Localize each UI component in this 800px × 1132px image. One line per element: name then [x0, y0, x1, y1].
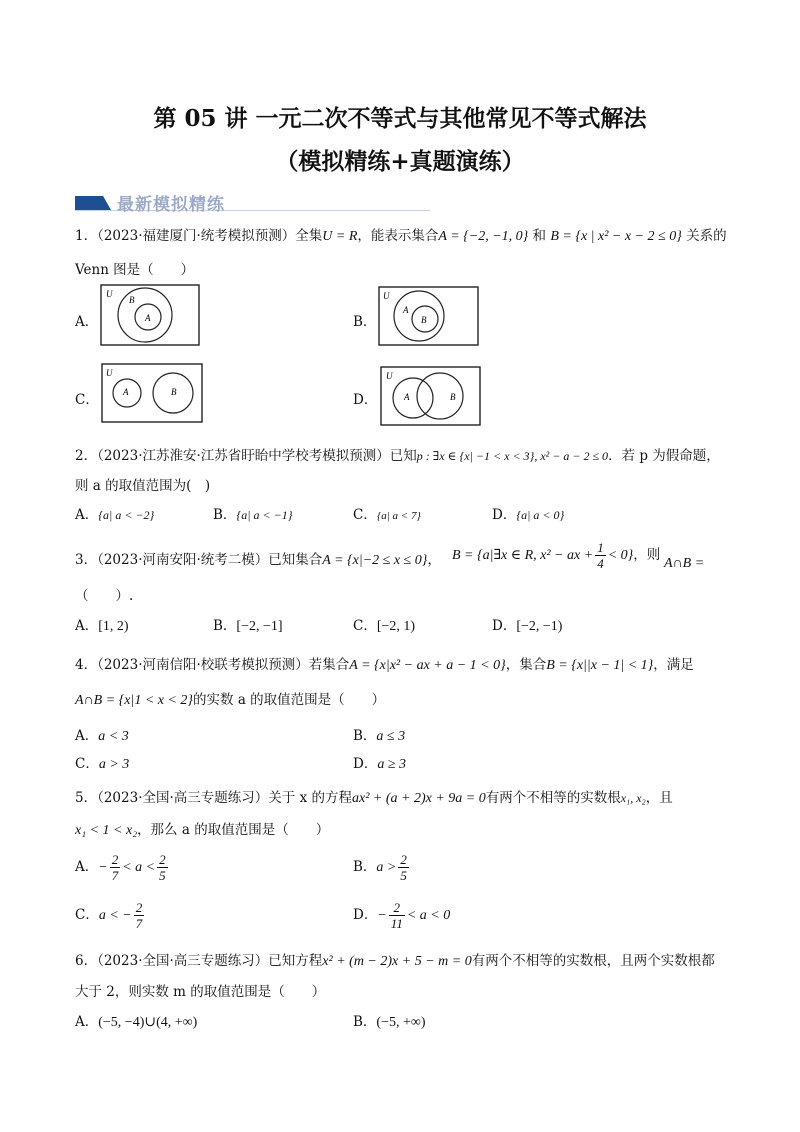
math-set-b: B = {x||x − 1| < 1}	[546, 658, 654, 673]
q4-option-d[interactable]	[353, 752, 406, 773]
fraction-denominator: 11	[390, 916, 403, 931]
fraction	[398, 852, 409, 883]
venn-diagram-option-c	[101, 363, 203, 423]
venn-label-u: U	[106, 289, 113, 299]
math-equation: ax² + (a + 2)x + 9a = 0	[351, 791, 486, 806]
question-text: ，满足	[653, 657, 694, 673]
option-value: {a| a < −1}	[236, 508, 293, 522]
math-intersection: A∩B =	[664, 556, 705, 571]
math-roots: x₁, x₂	[620, 791, 646, 805]
fraction-numerator: 2	[111, 852, 119, 867]
fraction-denominator: 4	[597, 556, 604, 571]
q2-option-b[interactable]	[213, 503, 293, 523]
venn-label-u: U	[383, 291, 390, 301]
option-letter: A．	[75, 507, 99, 523]
fraction-numerator: 2	[389, 900, 405, 916]
venn-diagram-option-a	[100, 284, 200, 346]
question-number: 1．	[75, 228, 98, 244]
question-number: 3．	[75, 552, 98, 568]
fraction	[134, 900, 145, 931]
fraction-numerator: 2	[400, 852, 407, 867]
fraction-numerator: 2	[159, 852, 166, 867]
question-text: ，则	[633, 547, 661, 563]
question-1-line-2: Venn 图是（ ）	[75, 262, 195, 278]
question-source: （2023·江苏淮安·江苏省盱眙中学校考模拟预测）已知	[97, 448, 417, 464]
venn-label-b: B	[171, 387, 177, 397]
option-middle: < a <	[122, 860, 156, 875]
question-6-line-2: 大于 2，则实数 m 的取值范围是（ ）	[75, 984, 326, 1000]
fraction	[110, 852, 121, 883]
question-3-set-b	[452, 540, 660, 571]
q3-option-c[interactable]	[353, 614, 415, 635]
question-source: （2023·河南信阳·校联考模拟预测）若集合	[97, 657, 350, 673]
option-b-label[interactable]: B．	[353, 314, 377, 330]
question-number: 4．	[75, 657, 98, 673]
page-subtitle: （模拟精练+真题演练）	[275, 148, 525, 175]
option-value: [−2, −1)	[516, 619, 563, 634]
question-number: 5．	[75, 790, 98, 806]
q2-option-d[interactable]	[492, 503, 564, 523]
question-3-ask	[664, 555, 704, 572]
option-letter: B．	[353, 1014, 377, 1030]
math-universe: U = R	[322, 229, 358, 244]
option-a-label[interactable]: A．	[75, 314, 99, 330]
q5-option-b[interactable]	[353, 852, 411, 883]
option-value: {a| a < 7}	[376, 510, 421, 522]
option-letter: B．	[353, 728, 377, 744]
question-text: 有两个不相等的实数根	[485, 790, 621, 806]
venn-label-a: A	[145, 313, 151, 323]
question-text: 有两个不相等的实数根，且两个实数根都	[471, 953, 715, 969]
q4-option-b[interactable]	[353, 724, 405, 745]
option-letter: B．	[213, 507, 237, 523]
fraction	[389, 900, 405, 931]
option-value: a < 3	[98, 729, 129, 744]
math-set-b-end: < 0}	[607, 548, 634, 563]
option-letter: C．	[75, 756, 99, 772]
option-letter: A．	[75, 728, 99, 744]
q4-option-a[interactable]	[75, 724, 129, 745]
q2-option-c[interactable]	[353, 503, 421, 523]
question-text: ，能表示集合	[357, 228, 439, 244]
question-text: ，集合	[505, 657, 547, 673]
question-source: （2023·河南安阳·统考二模）已知集合	[97, 552, 323, 568]
question-2-line-2: 则 a 的取值范围为( )	[75, 478, 211, 494]
option-letter: A．	[75, 859, 99, 875]
question-source: （2023·福建厦门·统考模拟预测）全集	[97, 228, 323, 244]
venn-diagram-option-b	[378, 286, 479, 346]
fraction-denominator: 5	[159, 868, 166, 883]
q3-option-a[interactable]	[75, 614, 129, 635]
question-text: ，那么 a 的取值范围是（ ）	[137, 822, 330, 838]
math-condition: x₁ < 1 < x₂	[75, 823, 138, 838]
math-set-a: A = {x|−2 ≤ x ≤ 0}	[322, 553, 428, 568]
option-prefix: a >	[376, 860, 397, 875]
question-3-line-1: 3．（2023·河南安阳·统考二模）已知集合A = {x|−2 ≤ x ≤ 0}，	[75, 552, 441, 568]
math-set-a: A = {x|x² − ax + a − 1 < 0}	[349, 658, 506, 673]
option-c-label[interactable]: C．	[75, 392, 99, 408]
q3-option-d[interactable]	[492, 614, 562, 635]
fraction-numerator: 1	[597, 540, 604, 555]
option-letter: B．	[213, 618, 237, 634]
option-letter: A．	[75, 1014, 99, 1030]
fraction	[157, 852, 168, 883]
question-text: 的实数 a 的取值范围是（ ）	[193, 692, 386, 708]
venn-label-u: U	[106, 368, 113, 378]
venn-diagram-option-d	[380, 366, 481, 426]
q3-option-b[interactable]	[213, 614, 283, 635]
question-source: （2023·全国·高三专题练习）已知方程	[97, 953, 323, 969]
venn-label-b: B	[129, 295, 135, 305]
question-5-line-1	[75, 786, 673, 807]
venn-label-a: A	[403, 305, 409, 315]
math-set-a: A = {−2, −1, 0}	[438, 229, 529, 244]
section-heading: 最新模拟精练	[117, 195, 225, 215]
option-value: (−5, −4)∪(4, +∞)	[98, 1015, 198, 1030]
q5-option-a[interactable]	[75, 852, 170, 883]
fraction-one-quarter	[595, 540, 606, 571]
option-value: a > 3	[98, 757, 130, 772]
option-value: a ≥ 3	[377, 757, 407, 772]
question-4-line-1	[75, 653, 694, 674]
option-middle: < a < 0	[406, 908, 451, 923]
math-set-b: B = {a|∃x ∈ R, x² − ax +	[452, 548, 594, 563]
math-set-b: B = {x | x² − x − 2 ≤ 0}	[550, 229, 682, 244]
option-d-label[interactable]: D．	[353, 392, 378, 408]
fraction-denominator: 5	[400, 868, 407, 883]
question-text: ，且	[645, 790, 673, 806]
venn-label-a: A	[404, 392, 410, 402]
venn-label-u: U	[386, 371, 393, 381]
option-prefix: −	[377, 908, 387, 923]
option-value: [−2, −1]	[236, 619, 283, 634]
question-text: 关系的	[686, 228, 727, 244]
option-letter: D．	[492, 618, 517, 634]
option-value: {a| a < 0}	[516, 508, 565, 522]
question-text: ．若 p 为假命题，	[608, 448, 720, 464]
q4-option-c[interactable]	[75, 752, 129, 773]
fraction-numerator: 2	[135, 900, 143, 915]
option-value: a ≤ 3	[376, 729, 406, 744]
question-1-line-1	[75, 224, 727, 245]
option-prefix: a < −	[98, 908, 132, 923]
page-title: 第 05 讲 一元二次不等式与其他常见不等式解法	[153, 105, 647, 132]
fraction-denominator: 7	[111, 868, 119, 883]
question-5-line-2	[75, 818, 329, 839]
fraction-denominator: 7	[135, 916, 143, 931]
option-value: [−2, 1)	[376, 619, 416, 634]
venn-label-b: B	[421, 315, 427, 325]
question-6-line-1	[75, 949, 715, 970]
question-number: 2．	[75, 448, 98, 464]
venn-label-a: A	[123, 387, 129, 397]
option-letter: D．	[353, 907, 378, 923]
q6-option-b[interactable]	[353, 1010, 426, 1031]
q5-option-c[interactable]	[75, 900, 146, 931]
question-3-line-2: （ ）.	[75, 588, 134, 604]
question-number: 6．	[75, 953, 98, 969]
option-letter: C．	[75, 907, 99, 923]
option-letter: B．	[353, 859, 377, 875]
q6-option-a[interactable]	[75, 1010, 197, 1031]
option-value: (−5, +∞)	[376, 1015, 426, 1030]
question-source: （2023·全国·高三专题练习）关于 x 的方程	[97, 790, 352, 806]
q2-option-a[interactable]	[75, 503, 154, 523]
option-value: [1, 2)	[98, 619, 129, 634]
question-text: 和	[532, 228, 547, 244]
math-statement: p : ∃x ∈ {x| −1 < x < 3}, x² − a − 2 ≤ 0	[416, 449, 609, 463]
q5-option-d[interactable]	[353, 900, 450, 931]
option-value: {a| a < −2}	[98, 508, 155, 522]
venn-label-b: B	[450, 392, 456, 402]
option-letter: D．	[492, 507, 517, 523]
option-letter: C．	[353, 618, 377, 634]
math-condition: A∩B = {x|1 < x < 2}	[75, 693, 194, 708]
option-letter: A．	[75, 618, 99, 634]
option-letter: C．	[353, 507, 377, 523]
option-prefix: −	[98, 860, 108, 875]
option-letter: D．	[353, 756, 378, 772]
math-equation: x² + (m − 2)x + 5 − m = 0	[322, 954, 472, 969]
question-2-line-1	[75, 444, 720, 464]
question-4-line-2	[75, 688, 385, 709]
